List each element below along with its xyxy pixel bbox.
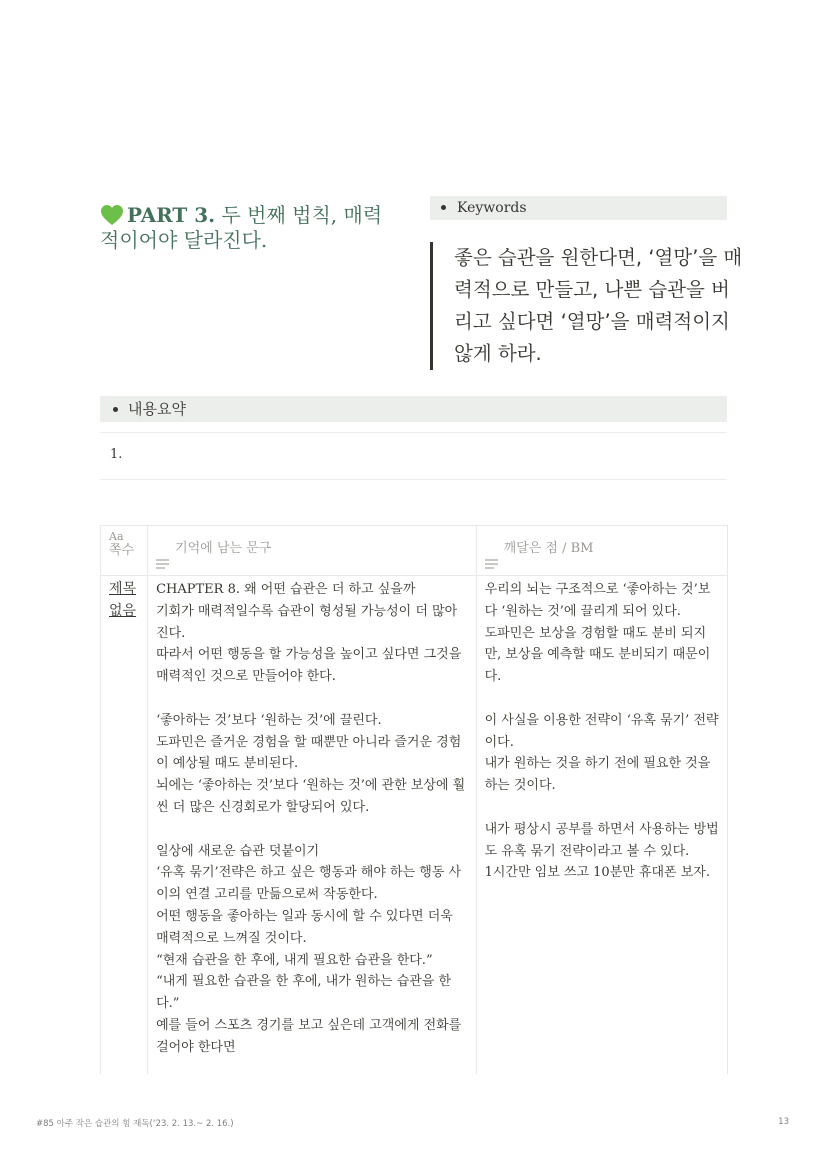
title-text: 두 번째 법칙, 매력적이어야 달라진다. bbox=[100, 203, 383, 252]
memorable-cell[interactable] bbox=[148, 576, 477, 1075]
memorable-text: CHAPTER 8. 왜 어떤 습관은 더 하고 싶을까 기회가 매력적일수록 습관이 형성될 가능성이 더 많아진다. 따라서 어떤 행동을 할 가능성을 높이고 싶다면 그것을 매력적인 것으로 만들어야 한다. ‘좋아하는 것’보다 ‘원하는 것’에 끌린다. 도파민은 즐거운 경험을 할 때뿐만 아니라 즐거운 경험이 예상될 때도 분비된다. 뇌에는 ‘좋아하는 것’보다 ‘원하는 것’에 관한 보상에 훨씬 더 많은 신경회로가 할당되어 있다. 일상에 새로운 습관 덧붙이기 ‘유혹 묶기’전략은 하고 싶은 행동과 해야 하는 행동 사이의 연결 고리를 만듦으로써 작동한다. 어떤 행동을 좋아하는 일과 동시에 할 수 있다면 더욱 매력적으로 느껴질 것이다. “현재 습관을 한 후에, 내게 필요한 습관을 한다.” “내게 필요한 습관을 한 후에, 내가 원하는 습관을 한다.” 예를 들어 스포츠 경기를 보고 싶은데 고객에게 전화를 걸어야 한다면 bbox=[156, 582, 466, 1055]
text-lines-icon bbox=[485, 544, 498, 554]
column-header-page[interactable] bbox=[101, 526, 148, 576]
green-heart-icon bbox=[100, 204, 124, 226]
title-part: PART 3. bbox=[127, 203, 216, 227]
list-number: 1. bbox=[110, 447, 123, 462]
bullet-icon bbox=[113, 407, 118, 412]
keywords-toggle[interactable] bbox=[430, 196, 727, 220]
column-header-page-label: 쪽수 bbox=[109, 543, 135, 558]
page-title bbox=[100, 203, 400, 253]
insight-text: 우리의 뇌는 구조적으로 ‘좋아하는 것’보다 ‘원하는 것’에 끌리게 되어 있다. 도파민은 보상을 경험할 때도 분비 되지만, 보상을 예측할 때도 분비되기 때문이다. 이 사실을 이용한 전략이 ‘유혹 묶기’ 전략이다. 내가 원하는 것을 하기 전에 필요한 것을 하는 것이다. 내가 평상시 공부를 하면서 사용하는 방법도 유혹 묶기 전략이라고 볼 수 있다. 1시간만 임보 쓰고 10분만 휴대폰 보자. bbox=[484, 582, 719, 881]
summary-label: 내용요약 bbox=[128, 400, 186, 418]
summary-toggle[interactable] bbox=[100, 396, 727, 422]
notes-table bbox=[100, 525, 728, 1074]
text-type-icon: Aa bbox=[109, 530, 124, 543]
insight-cell[interactable] bbox=[476, 576, 727, 1075]
keywords-label: Keywords bbox=[457, 200, 527, 216]
summary-list-item[interactable] bbox=[100, 432, 727, 480]
footer-document-title: #85 아주 작은 습관의 힘 재독(‘23. 2. 13.~ 2. 16.) bbox=[36, 1119, 234, 1129]
page-cell[interactable] bbox=[101, 576, 148, 1075]
table-row bbox=[101, 576, 728, 1075]
column-header-memorable-label: 기억에 남는 문구 bbox=[175, 541, 272, 556]
footer-page-number: 13 bbox=[778, 1117, 789, 1127]
table-header-row bbox=[101, 526, 728, 576]
page-title-link[interactable]: 제목 없음 bbox=[109, 581, 137, 619]
column-header-memorable[interactable] bbox=[148, 526, 477, 576]
keywords-quote: 좋은 습관을 원한다면, ‘열망’을 매력적으로 만들고, 나쁜 습관을 버리고 싶다면 ‘열망’을 매력적이지 않게 하라. bbox=[430, 242, 744, 370]
bullet-icon bbox=[441, 205, 446, 210]
column-header-insight[interactable] bbox=[476, 526, 727, 576]
column-header-insight-label: 깨달은 점 / BM bbox=[503, 541, 594, 556]
text-lines-icon bbox=[156, 544, 169, 554]
